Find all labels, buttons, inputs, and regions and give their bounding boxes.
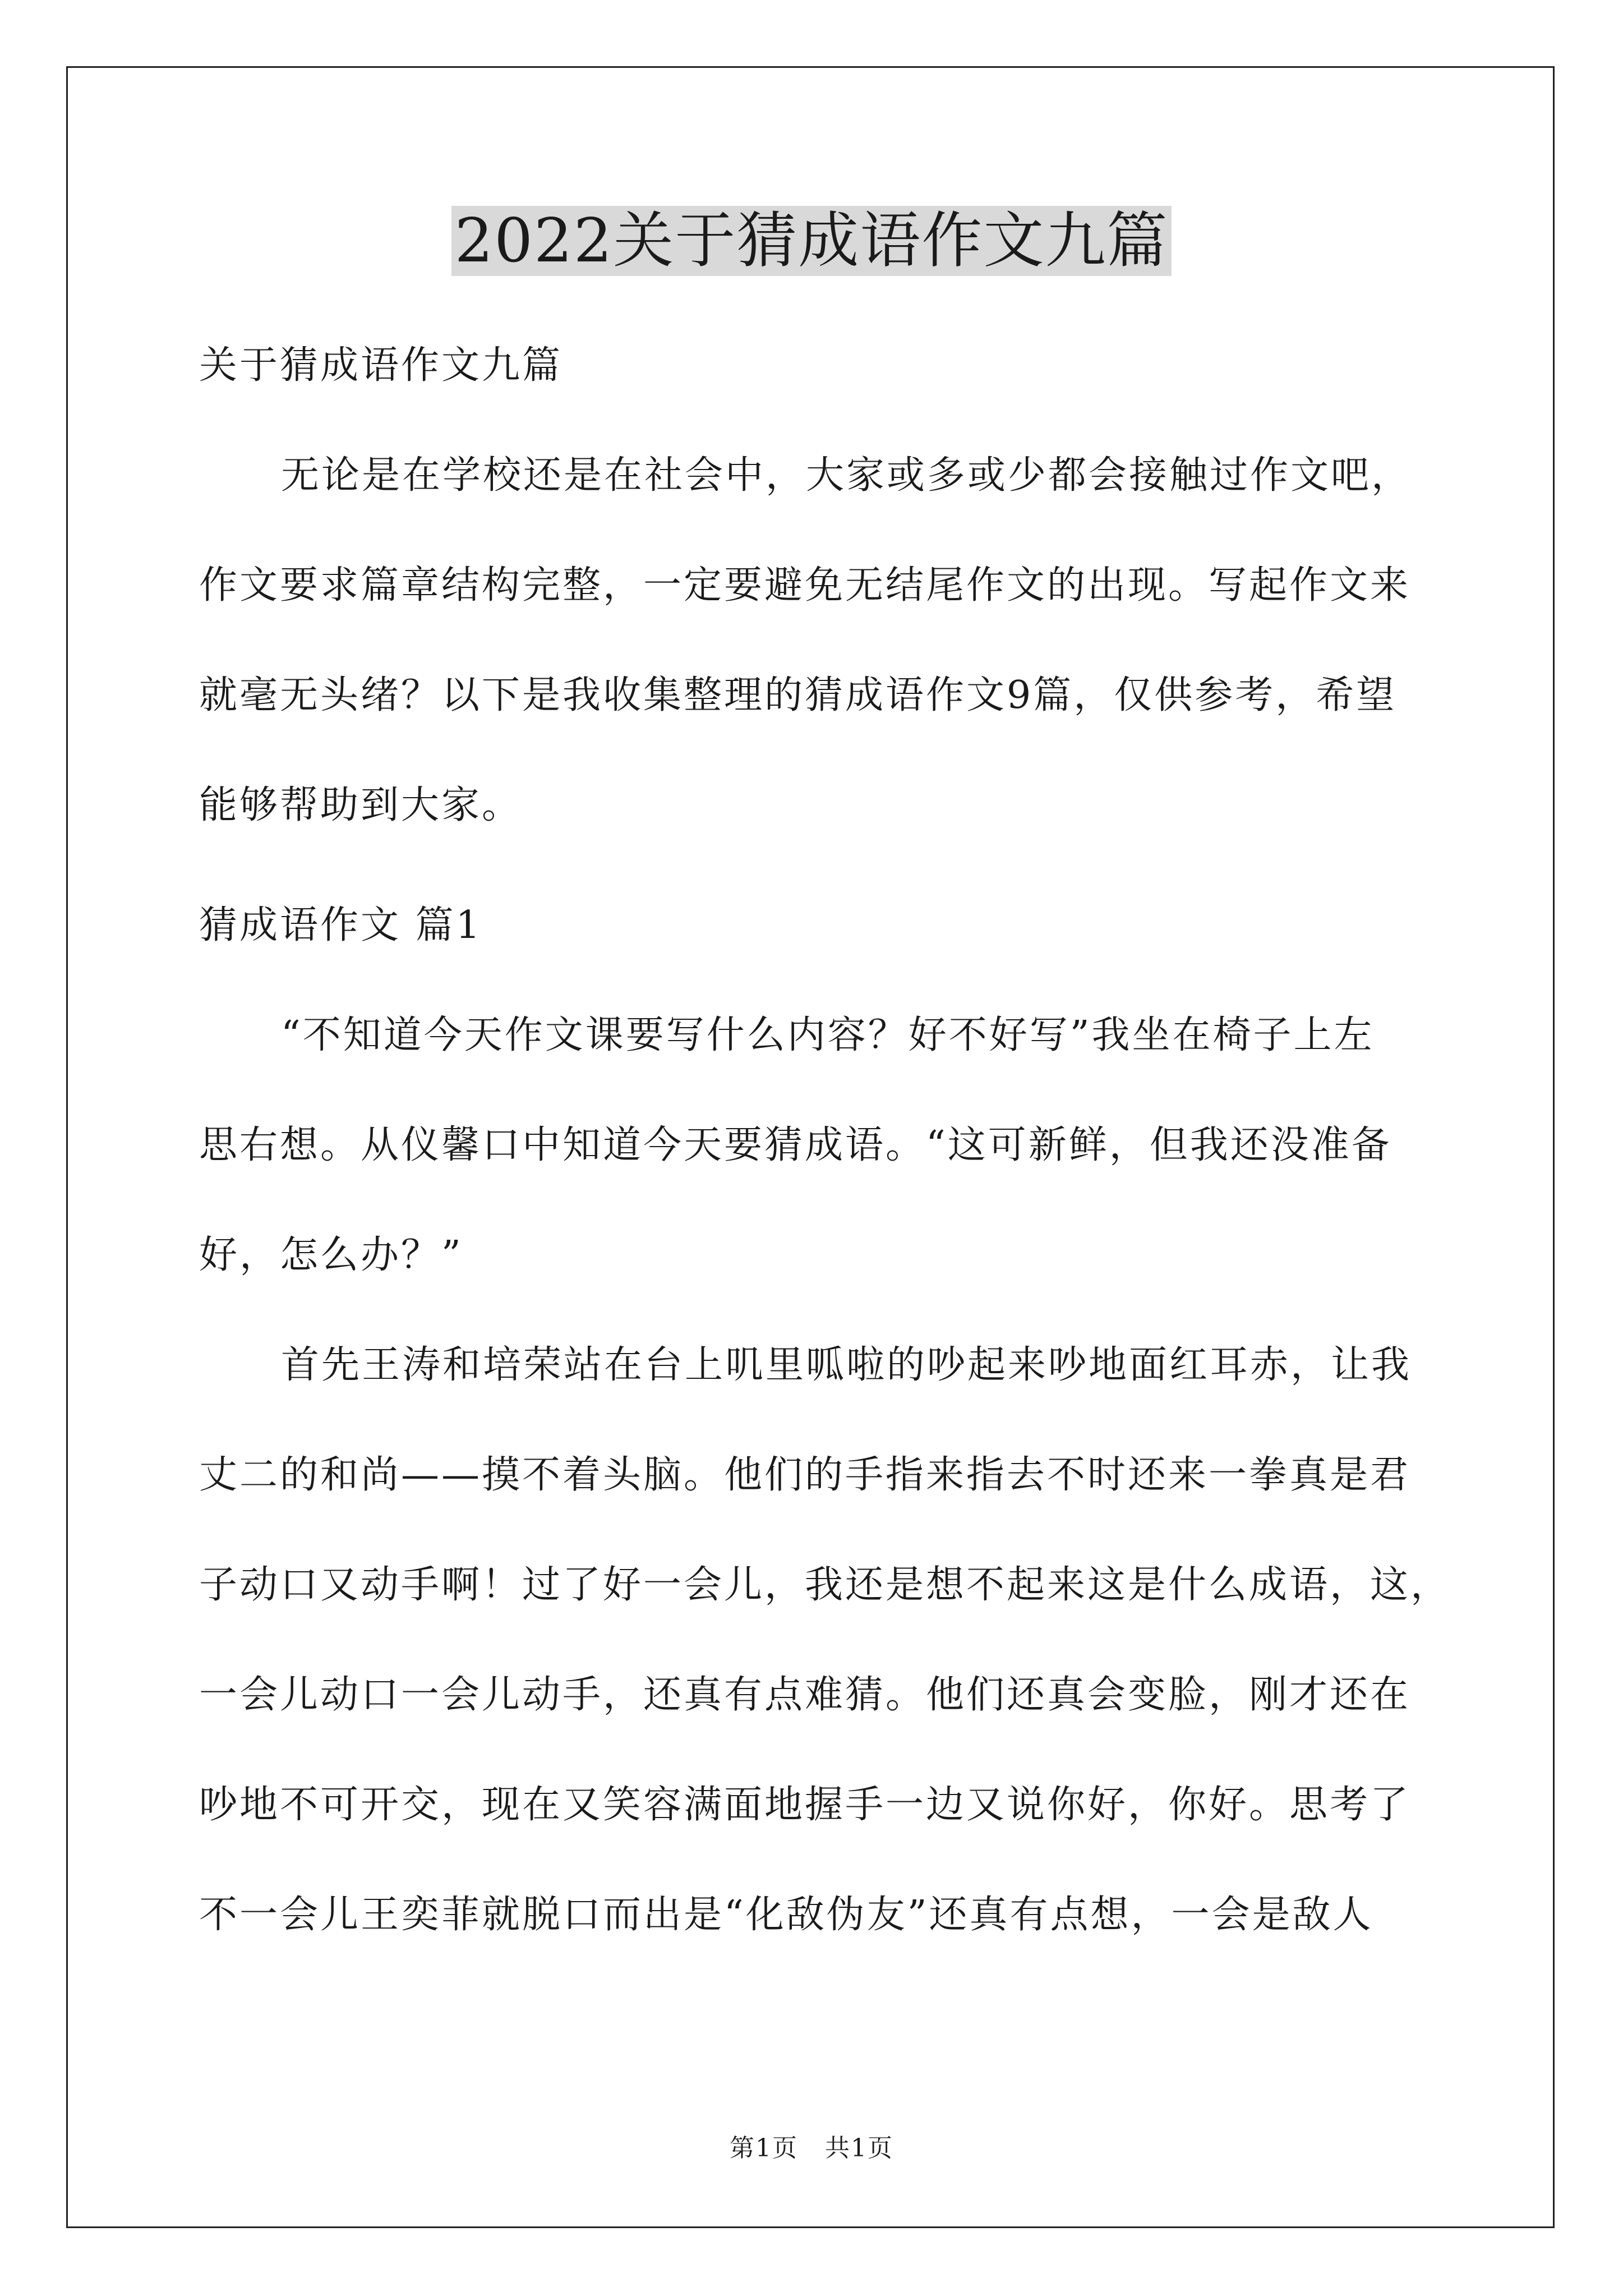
paragraph-line: 首先王涛和培荣站在台上叽里呱啦的吵起来吵地面红耳赤，让我 — [281, 1343, 1412, 1387]
page-number: 第1页 — [730, 2134, 798, 2162]
document-body — [199, 314, 1451, 1999]
paragraph-line: 一会儿动口一会儿动手，还真有点难猜。他们还真会变脸，刚才还在 — [199, 1673, 1411, 1717]
document-subtitle: 关于猜成语作文九篇 — [199, 343, 563, 388]
paragraph-line: 好，怎么办？” — [199, 1233, 463, 1277]
intro-paragraph — [199, 449, 1433, 832]
paragraph-line: 思右想。从仪馨口中知道今天要猜成语。“这可新鲜，但我还没准备 — [199, 1123, 1392, 1167]
document-title — [0, 202, 1623, 280]
section-heading: 猜成语作文 篇1 — [199, 903, 482, 947]
paragraph-line: 作文要求篇章结构完整，一定要避免无结尾作文的出现。写起作文来 — [199, 563, 1411, 608]
paragraph-line: 能够帮助到大家。 — [199, 783, 523, 827]
paragraph-line: 不一会儿王奕菲就脱口而出是“化敌伪友”还真有点想，一会是敌人 — [199, 1893, 1373, 1937]
paragraph-line: 子动口又动手啊！过了好一会儿，我还是想不起来这是什么成语，这， — [199, 1563, 1451, 1607]
paragraph-2 — [199, 1339, 1451, 1941]
page-footer — [0, 2132, 1623, 2165]
document-title-text: 2022关于猜成语作文九篇 — [451, 206, 1172, 276]
paragraph-line: 丈二的和尚——摸不着头脑。他们的手指来指去不时还来一拳真是君 — [199, 1453, 1411, 1497]
paragraph-line: 吵地不可开交，现在又笑容满面地握手一边又说你好，你好。思考了 — [199, 1783, 1411, 1827]
paragraph-line: 无论是在学校还是在社会中，大家或多或少都会接触过作文吧， — [281, 453, 1412, 498]
paragraph-line: 就毫无头绪？以下是我收集整理的猜成语作文9篇，仅供参考，希望 — [199, 673, 1397, 717]
paragraph-1 — [199, 1009, 1433, 1282]
paragraph-line: “不知道今天作文课要写什么内容？好不好写”我坐在椅子上左 — [281, 1013, 1375, 1057]
page-total: 共1页 — [825, 2134, 893, 2162]
